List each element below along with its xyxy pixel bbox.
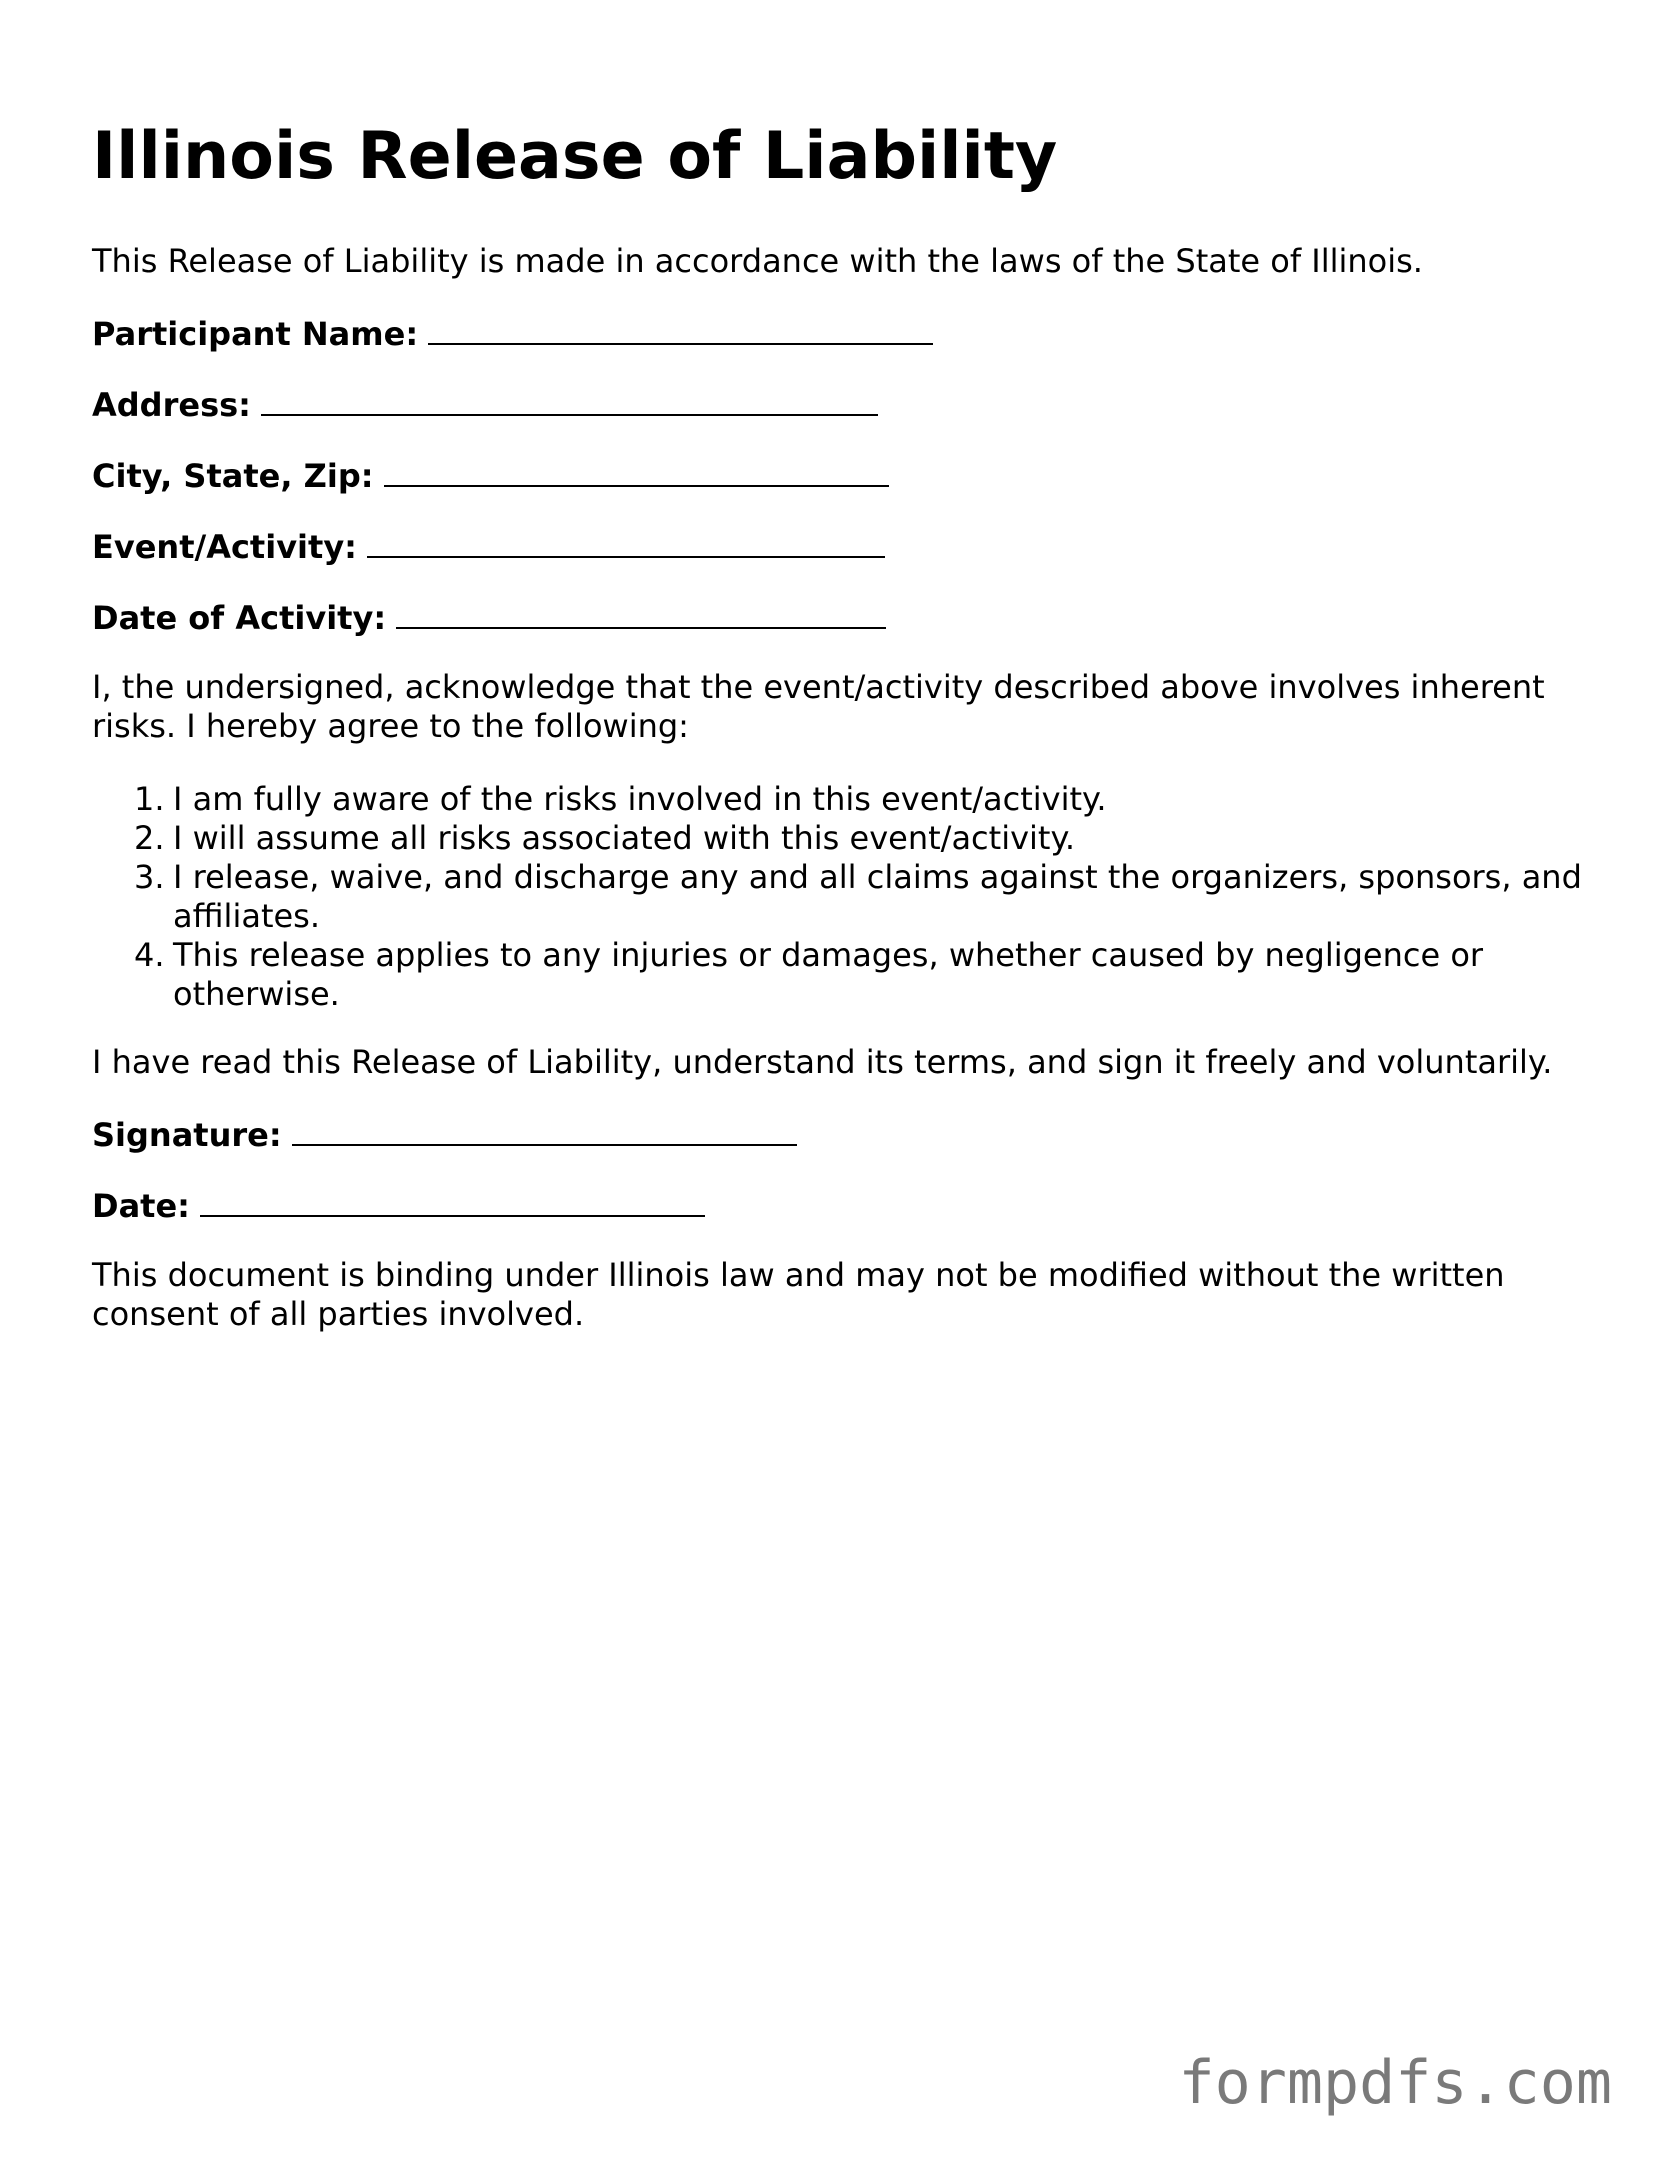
list-item-text: This release applies to any injuries or damages, whether caused by negligence or otherwise.: [173, 936, 1484, 1013]
list-item: [92, 780, 1592, 819]
list-item-number: 1.: [134, 780, 165, 818]
city-state-zip-label: City, State, Zip:: [92, 457, 374, 495]
address-field: [92, 384, 878, 425]
city-state-zip-input[interactable]: [384, 455, 889, 487]
acknowledgement-paragraph: I, the undersigned, acknowledge that the event/activity described above involves inherent risks. I hereby agree to the following:: [92, 668, 1545, 745]
list-item-text: I will assume all risks associated with this event/activity.: [173, 819, 1075, 857]
address-input[interactable]: [261, 384, 878, 416]
closing-paragraph: This document is binding under Illinois law and may not be modified without the written consent of all parties involved.: [92, 1256, 1505, 1333]
list-item-number: 3.: [134, 858, 165, 896]
date-field: [92, 1185, 705, 1226]
watermark: formpdfs.com: [1178, 2048, 1612, 2118]
document-title: Illinois Release of Liability: [92, 119, 1058, 194]
address-label: Address:: [92, 386, 251, 424]
list-item: [92, 858, 1592, 936]
list-item-number: 2.: [134, 819, 165, 857]
signature-label: Signature:: [92, 1116, 282, 1154]
event-activity-input[interactable]: [367, 526, 885, 558]
signature-field: [92, 1114, 797, 1155]
list-item-number: 4.: [134, 936, 165, 974]
participant-name-input[interactable]: [428, 313, 933, 345]
terms-list: [92, 780, 1592, 1014]
city-state-zip-field: [92, 455, 889, 496]
date-of-activity-label: Date of Activity:: [92, 599, 387, 637]
list-item: [92, 819, 1592, 858]
event-activity-field: [92, 526, 885, 567]
participant-name-field: [92, 313, 933, 354]
date-input[interactable]: [200, 1185, 705, 1217]
participant-name-label: Participant Name:: [92, 315, 419, 353]
list-item-text: I am fully aware of the risks involved in this event/activity.: [173, 780, 1107, 818]
list-item-text: I release, waive, and discharge any and all claims against the organizers, sponsors, and affiliates.: [173, 858, 1582, 935]
signature-input[interactable]: [292, 1114, 797, 1146]
date-label: Date:: [92, 1187, 190, 1225]
list-item: [92, 936, 1592, 1014]
date-of-activity-input[interactable]: [396, 597, 886, 629]
event-activity-label: Event/Activity:: [92, 528, 357, 566]
date-of-activity-field: [92, 597, 886, 638]
statement-paragraph: I have read this Release of Liability, understand its terms, and sign it freely and voluntarily.: [92, 1043, 1553, 1081]
intro-paragraph: This Release of Liability is made in accordance with the laws of the State of Illinois.: [92, 242, 1423, 280]
